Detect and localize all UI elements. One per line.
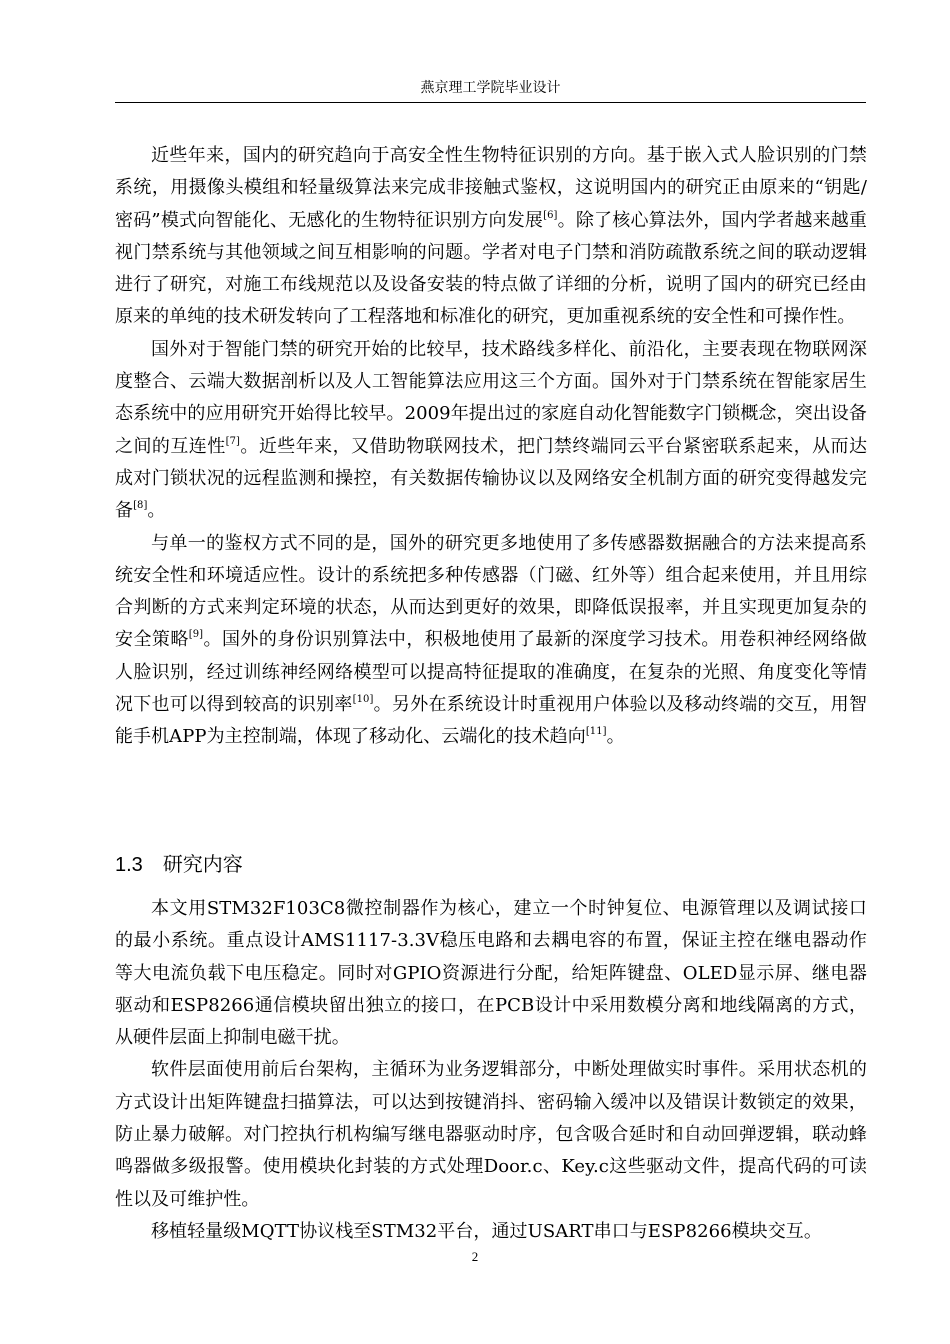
paragraph-text: 国外对于智能门禁的研究开始的比较早，技术路线多样化、前沿化，主要表现在物联网深度整合、云端大数据剖析以及人工智能算法应用这三个方面。国外对于门禁系统在智能家居生态系统中的应用研究开始得比较早。2009年提出过的家庭自动化智能数字门锁概念，突出设备之间的互连性 [115, 338, 867, 457]
citation-ref: [11] [585, 726, 607, 738]
paragraph-foreign-research [115, 334, 867, 528]
paragraph-text: 。国外的身份识别算法中，积极地使用了最新的深度学习技术。用卷积神经网络做人脸识别，经过训练神经网络模型可以提高特征提取的准确度，在复杂的光照、角度变化等情况下也可以得到较高的识别率 [115, 629, 867, 716]
paragraph-hardware-design: 本文用STM32F103C8微控制器作为核心，建立一个时钟复位、电源管理以及调试接口的最小系统。重点设计AMS1117-3.3V稳压电路和去耦电容的布置，保证主控在继电器动作等大电流负载下电压稳定。同时对GPIO资源进行分配，给矩阵键盘、OLED显示屏、继电器驱动和ESP8266通信模块留出独立的接口，在PCB设计中采用数模分离和地线隔离的方式，从硬件层面上抑制电磁干扰。 [115, 898, 867, 1049]
citation-ref: [10] [352, 694, 374, 706]
paragraph-text: 。 [606, 726, 625, 748]
citation-ref: [8] [133, 500, 148, 512]
section-title: 研究内容 [162, 852, 243, 876]
page-header [115, 78, 866, 103]
body-text-section-2 [115, 893, 867, 1248]
paragraph-mqtt-porting: 移植轻量级MQTT协议栈至STM32平台，通过USART串口与ESP8266模块交互。 [151, 1220, 822, 1242]
header-title: 燕京理工学院毕业设计 [420, 80, 561, 96]
paragraph-text: 与单一的鉴权方式不同的是，国外的研究更多地使用了多传感器数据融合的方法来提高系统安全性和环境适应性。设计的系统把多种传感器（门磁、红外等）组合起来使用，并且用综合判断的方式来判定环境的状态，从而达到更好的效果，即降低误报率，并且实现更加复杂的安全策略 [115, 532, 867, 651]
section-heading [115, 850, 243, 879]
paragraph-domestic-research [115, 140, 867, 334]
citation-ref: [9] [188, 629, 204, 641]
paragraph-multisensor-research [115, 528, 867, 754]
paragraph-text: 。近些年来，又借助物联网技术，把门禁终端同云平台紧密联系起来，从而达成对门锁状况的远程监测和操控，有关数据传输协议以及网络安全机制方面的研究变得越发完备 [115, 435, 868, 522]
body-text-section-1 [115, 140, 867, 754]
paragraph-text: 近些年来，国内的研究趋向于高安全性生物特征识别的方向。基于嵌入式人脸识别的门禁系统，用摄像头模组和轻量级算法来完成非接触式鉴权，这说明国内的研究正由原来的“钥匙/密码”模式向智能化、无感化的生物特征识别方向发展 [115, 145, 867, 231]
section-number: 1.3 [115, 854, 143, 876]
paragraph-software-design: 软件层面使用前后台架构，主循环为业务逻辑部分，中断处理做实时事件。采用状态机的方式设计出矩阵键盘扫描算法，可以达到按键消抖、密码输入缓冲以及错误计数锁定的效果，防止暴力破解。对门控执行机构编写继电器驱动时序，包含吸合延时和自动回弹逻辑，联动蜂鸣器做多级报警。使用模块化封装的方式处理Door.c、Key.c这些驱动文件，提高代码的可读性以及可维护性。 [115, 1059, 867, 1210]
paragraph-text: 。另外在系统设计时重视用户体验以及移动终端的交互，用智能手机APP为主控制端，体现了移动化、云端化的技术趋向 [115, 694, 868, 748]
page-number: 2 [471, 1249, 479, 1264]
paragraph-text: 。 [147, 500, 166, 522]
paragraph-text: 。除了核心算法外，国内学者越来越重视门禁系统与其他领域之间互相影响的问题。学者对电子门禁和消防疏散系统之间的联动逻辑进行了研究，对施工布线规范以及设备安装的特点做了详细的分析，说明了国内的研究已经由原来的单纯的技术研发转向了工程落地和标准化的研究，更加重视系统的安全性和可操作性。 [115, 209, 867, 328]
citation-ref: [6] [543, 209, 558, 221]
citation-ref: [7] [225, 435, 241, 447]
